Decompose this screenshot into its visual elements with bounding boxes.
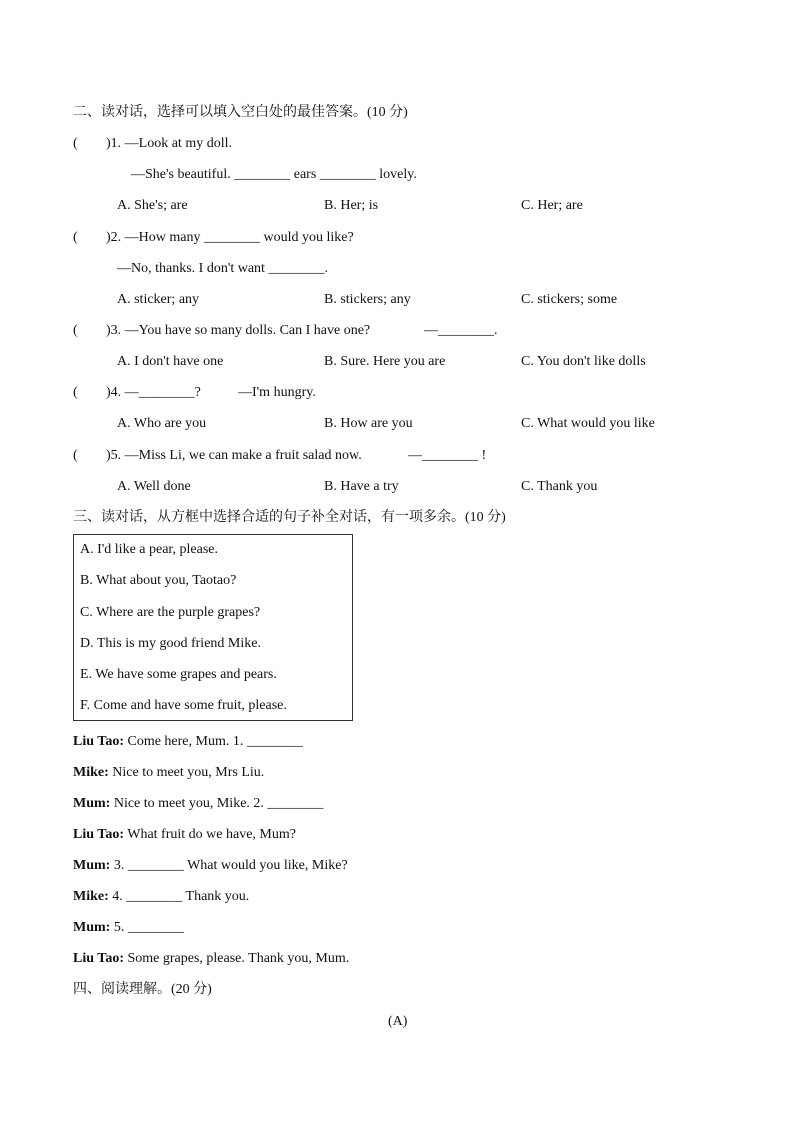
dialogue-line-1: [73, 733, 303, 751]
dialogue-text: Come here, Mum. 1. ________: [123, 734, 303, 749]
question-2-option-b: B. stickers; any: [324, 292, 411, 307]
dialogue-text: 5. ________: [110, 920, 184, 935]
dialogue-text: What fruit do we have, Mum?: [123, 827, 296, 842]
question-1-reply: —She's beautiful. ________ ears ________ lovely.: [131, 167, 417, 182]
section-2-title: 二、读对话，选择可以填入空白处的最佳答案。(10 分): [73, 105, 408, 120]
question-1-option-a: A. She's; are: [117, 198, 188, 213]
question-3-option-c: C. You don't like dolls: [521, 354, 646, 369]
question-1-prompt: )1. —Look at my doll.: [106, 136, 232, 151]
question-2-option-a: A. sticker; any: [117, 292, 200, 307]
box-option-f: F. Come and have some fruit, please.: [80, 698, 287, 713]
sentence-options-box: [73, 534, 353, 721]
dialogue-line-5: [73, 857, 348, 875]
question-4-prompt: )4. —________?: [106, 385, 201, 400]
dialogue-speaker: Mum:: [73, 796, 111, 811]
dialogue-speaker: Mike:: [73, 765, 109, 780]
section-3-title: 三、读对话，从方框中选择合适的句子补全对话，有一项多余。(10 分): [73, 510, 506, 525]
question-2-reply: —No, thanks. I don't want ________.: [117, 261, 328, 276]
answer-bracket-3[interactable]: (: [73, 323, 78, 338]
dialogue-line-7: [73, 919, 184, 937]
question-3-option-a: A. I don't have one: [117, 354, 224, 369]
dialogue-speaker: Liu Tao:: [73, 734, 124, 749]
dialogue-line-4: [73, 826, 296, 844]
question-1-option-c: C. Her; are: [521, 198, 583, 213]
answer-bracket-1[interactable]: (: [73, 136, 78, 151]
dialogue-line-6: [73, 888, 249, 906]
dialogue-text: Nice to meet you, Mike. 2. ________: [110, 796, 324, 811]
answer-bracket-5[interactable]: (: [73, 448, 78, 463]
question-3-prompt: )3. —You have so many dolls. Can I have one?: [106, 323, 371, 338]
dialogue-text: Some grapes, please. Thank you, Mum.: [123, 951, 350, 966]
box-option-a: A. I'd like a pear, please.: [80, 542, 219, 557]
question-5-reply: —________ !: [408, 448, 487, 463]
answer-bracket-2[interactable]: (: [73, 230, 78, 245]
dialogue-text: 4. ________ Thank you.: [108, 889, 250, 904]
question-4-option-a: A. Who are you: [117, 416, 207, 431]
box-option-c: C. Where are the purple grapes?: [80, 605, 261, 620]
dialogue-line-2: [73, 764, 264, 782]
question-2-option-c: C. stickers; some: [521, 292, 618, 307]
answer-bracket-4[interactable]: (: [73, 385, 78, 400]
question-1-option-b: B. Her; is: [324, 198, 379, 213]
dialogue-line-3: [73, 795, 323, 813]
question-4-option-b: B. How are you: [324, 416, 413, 431]
box-option-e: E. We have some grapes and pears.: [80, 667, 277, 682]
dialogue-speaker: Mum:: [73, 858, 111, 873]
question-3-reply: —________.: [424, 323, 498, 338]
box-option-b: B. What about you, Taotao?: [80, 573, 237, 588]
dialogue-speaker: Mike:: [73, 889, 109, 904]
question-2-prompt: )2. —How many ________ would you like?: [106, 230, 354, 245]
box-option-d: D. This is my good friend Mike.: [80, 636, 261, 651]
question-3-option-b: B. Sure. Here you are: [324, 354, 446, 369]
section-4-title: 四、阅读理解。(20 分): [73, 982, 212, 997]
dialogue-speaker: Liu Tao:: [73, 951, 124, 966]
question-4-reply: —I'm hungry.: [238, 385, 316, 400]
question-5-prompt: )5. —Miss Li, we can make a fruit salad now.: [106, 448, 362, 463]
question-5-option-b: B. Have a try: [324, 479, 399, 494]
question-5-option-a: A. Well done: [117, 479, 191, 494]
question-5-option-c: C. Thank you: [521, 479, 598, 494]
dialogue-speaker: Mum:: [73, 920, 111, 935]
dialogue-line-8: [73, 950, 349, 968]
question-4-option-c: C. What would you like: [521, 416, 655, 431]
dialogue-text: Nice to meet you, Mrs Liu.: [108, 765, 265, 780]
dialogue-speaker: Liu Tao:: [73, 827, 124, 842]
reading-part-label: (A): [388, 1014, 408, 1029]
dialogue-text: 3. ________ What would you like, Mike?: [110, 858, 348, 873]
